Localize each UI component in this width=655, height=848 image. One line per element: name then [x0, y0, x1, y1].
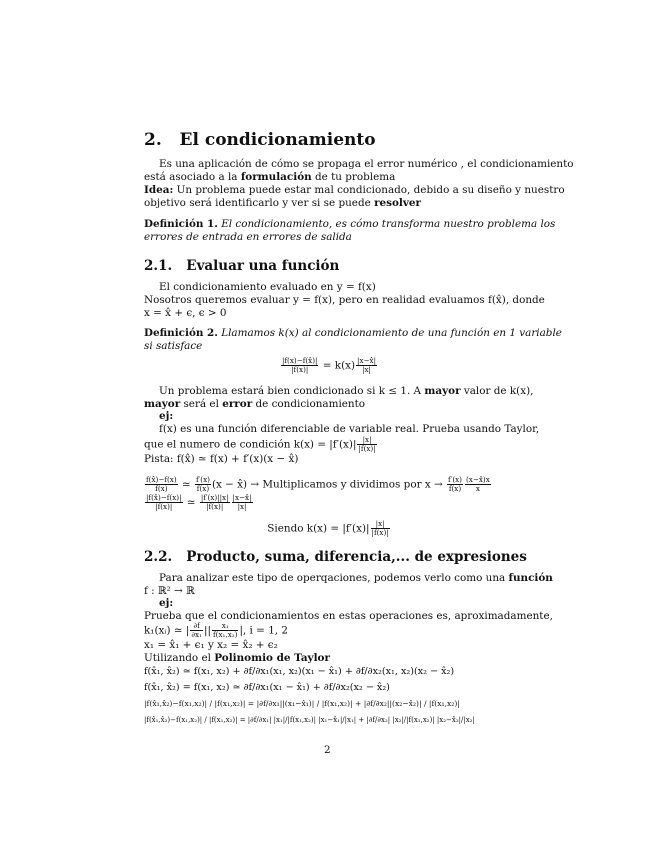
- hint-line: Pista: f(x̂) ≃ f(x) + f′(x)(x − x̂): [144, 453, 299, 465]
- taylor-expansion-1: f(x̂₁, x̂₂) ≃ f(x₁, x₂) + ∂f/∂x₁(x₁, x₂)(x₁ − x̂₁) + ∂f/∂x₂(x₁, x₂)(x₂ − x̂₂): [144, 666, 455, 677]
- section-number: 2.: [144, 130, 162, 150]
- taylor-line: Utilizando el Polinomio de Taylor: [144, 652, 330, 664]
- relative-error-line-1: |f(x̂₁,x̂₂)−f(x₁,x₂)| / |f(x₁,x₂)| = |∂f/∂x₁||(x₁−x̂₁)| / |f(x₁,x₂)| + |∂f/∂x₂||(x₂−x̂₂)| / |f(x₁,x₂)|: [144, 699, 460, 708]
- derivation-line-1: $\frac{f(x̂)-f(x)}{f(x)}$ ≃ $\frac{f'(x)}{f(x)}$ (x − x̂) → Multiplicamos y dividimos por x → $\frac{f'(x)}{f(x)}$ $\frac{(x-x̂)x}{x}$: [146, 475, 490, 493]
- s22-line-1: Para analizar este tipo de operqaciones, podemos verlo como una función: [159, 572, 553, 584]
- relative-error-line-2: |f(x̂₁,x̂₂)−f(x₁,x₂)| / |f(x₁,x₂)| = |∂f/∂x₁| |x₁|/|f(x₁,x₂)| |x₁−x̂₁|/|x₁| + |∂f/∂x₂| |x₂|/|f(x₁,x₂)| |x₂−x̂₂|/|x₂|: [144, 716, 475, 724]
- definition-2-equation: $\frac{|f(x)-f(x̂)|}{|f(x)|}$ = k(x) $\frac{|x-x̂|}{|x|}$: [281, 356, 377, 374]
- section-title: El condicionamiento: [179, 130, 376, 150]
- s21b-line-2: mayor será el error de condicionamiento: [144, 398, 366, 410]
- condition-number-result: Siendo k(x) = |f′(x)| $\frac{|x|}{|f(x)|}$: [267, 519, 389, 537]
- s21b-line-1: Un problema estará bien condicionado si k ≤ 1. A mayor valor de k(x),: [159, 385, 534, 397]
- s21b-line-3: f(x) es una función diferenciable de variable real. Prueba usando Taylor,: [159, 423, 540, 435]
- subsection-heading-2-1: 2.1. Evaluar una función: [144, 258, 340, 274]
- s22-line-5: x₁ = x̂₁ + ϵ₁ y x₂ = x̂₂ + ϵ₂: [144, 639, 278, 651]
- idea-line: Idea: Un problema puede estar mal condicionado, debido a su diseño y nuestro: [144, 184, 565, 196]
- section-heading: [144, 130, 376, 150]
- definition-2: Definición 2. Llamamos k(x) al condicionamiento de una función en 1 variable: [144, 327, 562, 339]
- intro-line-4: objetivo será identificarlo y ver si se puede resolver: [144, 197, 421, 209]
- s21b-line-4: que el numero de condición k(x) = |f′(x)| $\frac{|x|}{|f(x)|}$: [144, 435, 376, 453]
- s22-line-4: k₁(xᵢ) ≃ | $\frac{\partial f}{\text{∂x₁}}$ || $\frac{\text{x₁}}{\text{f(x₁,x₂)}}$ |, i = 1, 2: [144, 621, 289, 639]
- s21-line-1: El condicionamiento evaluado en y = f(x): [159, 281, 376, 293]
- s22-line-3: Prueba que el condicionamientos en estas operaciones es, aproximadamente,: [144, 610, 553, 622]
- taylor-expansion-2: f(x̂₁, x̂₂) = f(x₁, x₂) ≃ ∂f/∂x₁(x₁ − x̂₁) + ∂f/∂x₂(x₂ − x̂₂): [144, 682, 390, 693]
- intro-line-1: Es una aplicación de cómo se propaga el error numérico , el condicionamiento: [159, 158, 574, 170]
- s22-line-2: f : ℝ² → ℝ: [144, 585, 195, 597]
- definition-1-line-2: errores de entrada en errores de salida: [144, 231, 352, 243]
- intro-line-2: está asociado a la formulación de tu problema: [144, 171, 396, 183]
- s21-line-3: x = x̂ + ϵ, ϵ > 0: [144, 307, 227, 319]
- s21-line-2: Nosotros queremos evaluar y = f(x), pero en realidad evaluamos f(x̂), donde: [144, 294, 545, 306]
- derivation-line-2: $\frac{|f(x̂)-f(x)|}{|f(x)|}$ ≃ $\frac{|f'(x)||x|}{|f(x)|}$ $\frac{|x-x̂|}{|x|}$: [146, 493, 252, 511]
- subsection-heading-2-2: 2.2. Producto, suma, diferencia,... de expresiones: [144, 549, 527, 565]
- example-label: ej:: [159, 410, 174, 422]
- example-label-2: ej:: [159, 597, 174, 609]
- definition-2-line-2: si satisface: [144, 340, 203, 352]
- page-number: 2: [324, 744, 331, 756]
- definition-1: Definición 1. El condicionamiento, es cómo transforma nuestro problema los: [144, 218, 556, 230]
